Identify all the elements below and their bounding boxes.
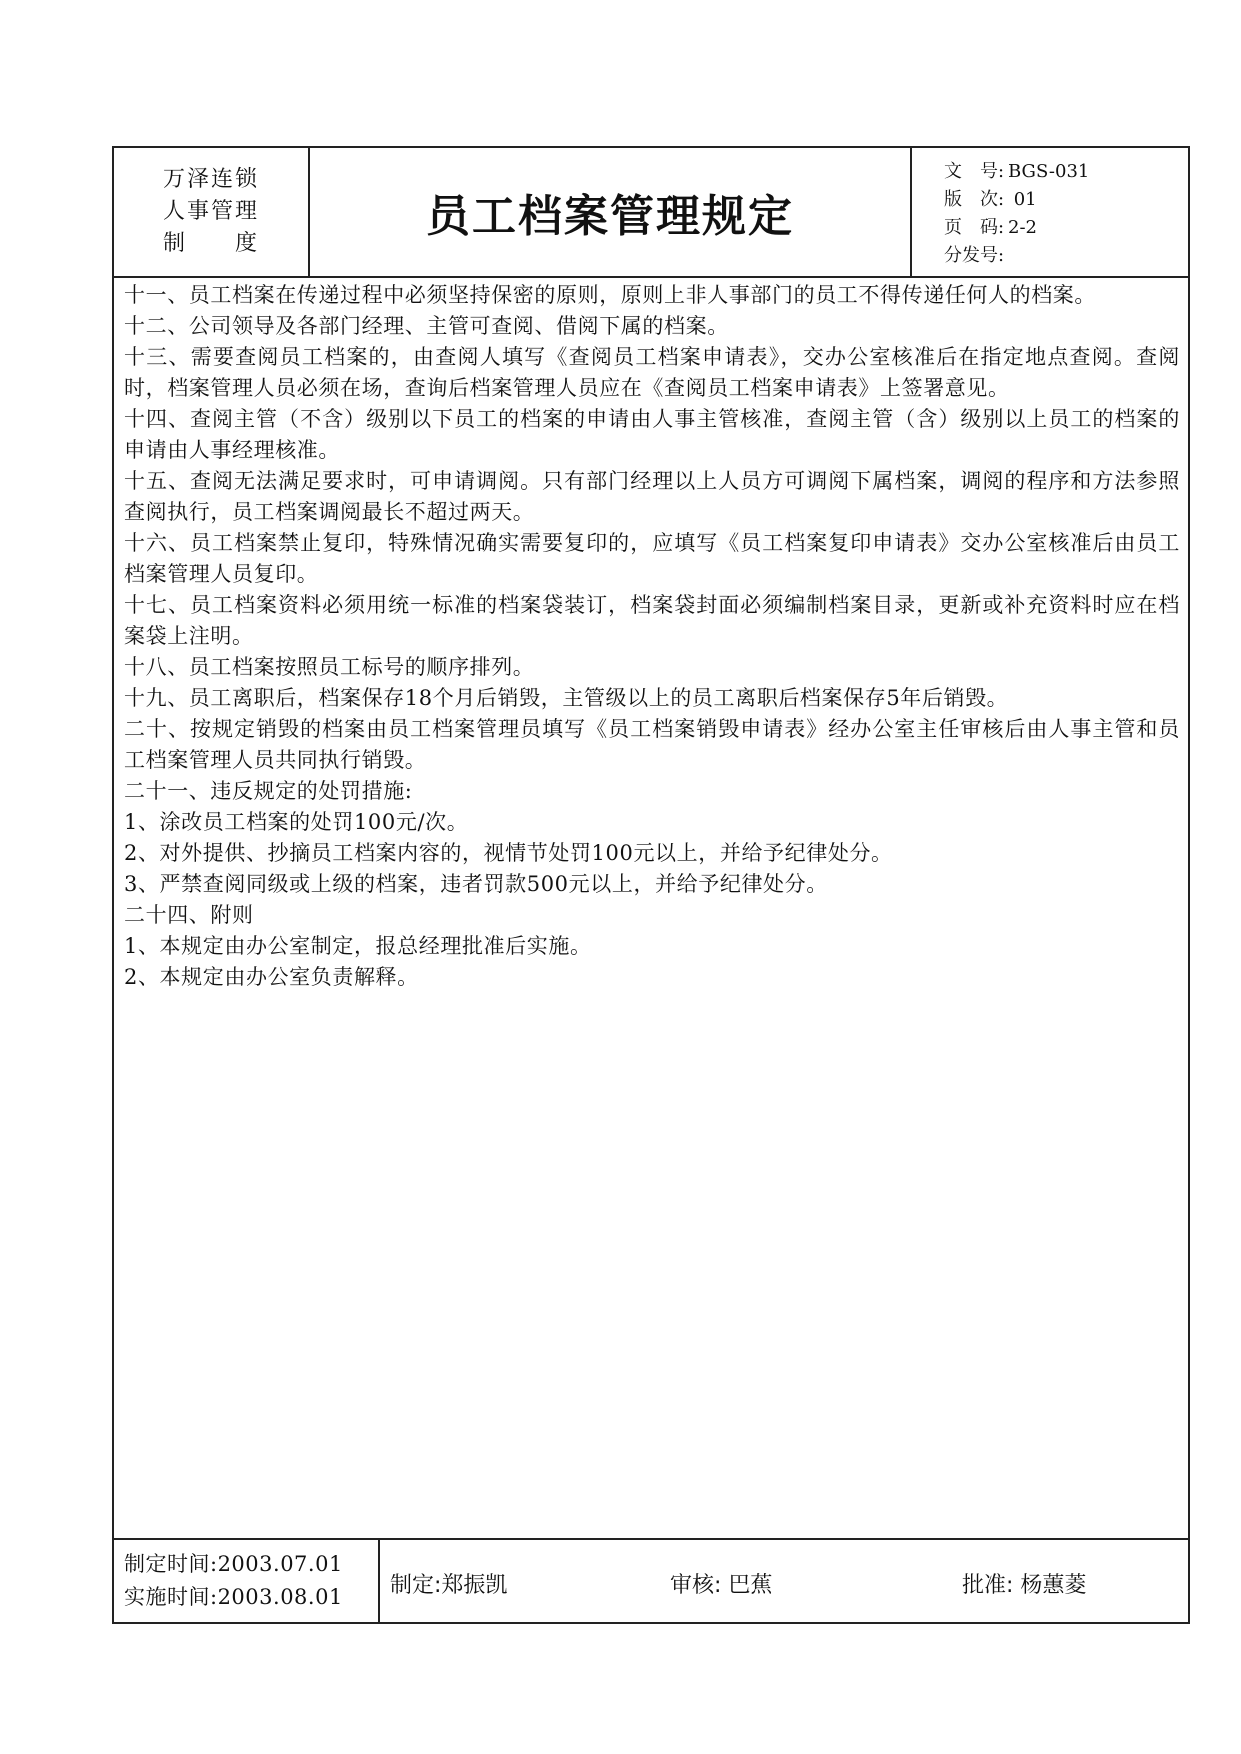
meta-value: 01 bbox=[1008, 189, 1037, 210]
clause-paragraph: 十一、员工档案在传递过程中必须坚持保密的原则，原则上非人事部门的员工不得传递任何人的档案。 bbox=[124, 283, 1096, 307]
clause-paragraph: 二十一、违反规定的处罚措施: bbox=[124, 779, 413, 803]
meta-doc-number bbox=[944, 158, 1188, 186]
penalty-item: 3、严禁查阅同级或上级的档案，违者罚款500元以上，并给予纪律处分。 bbox=[124, 872, 828, 896]
meta-label: 分发号: bbox=[944, 245, 1005, 266]
appendix-item: 2、本规定由办公室负责解释。 bbox=[124, 965, 419, 989]
org-line: 制 度 bbox=[162, 231, 259, 256]
meta-page bbox=[944, 214, 1188, 242]
clause-paragraph: 二十四、附则 bbox=[124, 903, 254, 927]
title-block bbox=[310, 148, 912, 276]
clause-paragraph: 十六、员工档案禁止复印，特殊情况确实需要复印的，应填写《员工档案复印申请表》交办公室核准后由员工档案管理人员复印。 bbox=[124, 531, 1180, 586]
signature-block bbox=[382, 1540, 1188, 1624]
drafted-by: 制定:郑振凯 bbox=[390, 1573, 508, 1598]
clause-paragraph: 十五、查阅无法满足要求时，可申请调阅。只有部门经理以上人员方可调阅下属档案，调阅的程序和方法参照查阅执行，员工档案调阅最长不超过两天。 bbox=[124, 469, 1180, 524]
approved-by: 批准: 杨蕙菱 bbox=[962, 1573, 1087, 1598]
meta-label: 页 码: bbox=[944, 217, 1005, 238]
document-title: 员工档案管理规定 bbox=[426, 191, 794, 242]
document-sheet bbox=[112, 146, 1190, 1624]
meta-label: 文 号: bbox=[944, 161, 1005, 182]
meta-value: 2-2 bbox=[1008, 217, 1037, 238]
meta-edition bbox=[944, 186, 1188, 214]
appendix-item: 1、本规定由办公室制定，报总经理批准后实施。 bbox=[124, 934, 592, 958]
org-block bbox=[114, 148, 310, 276]
clause-paragraph: 十三、需要查阅员工档案的，由查阅人填写《查阅员工档案申请表》，交办公室核准后在指定地点查阅。查阅时，档案管理人员必须在场，查询后档案管理人员应在《查阅员工档案申请表》上签署意见。 bbox=[124, 345, 1180, 400]
meta-value: BGS-031 bbox=[1008, 161, 1090, 182]
clause-paragraph: 十九、员工离职后，档案保存18个月后销毁，主管级以上的员工离职后档案保存5年后销毁。 bbox=[124, 686, 1009, 710]
reviewed-by: 审核: 巴蕉 bbox=[670, 1573, 773, 1598]
made-time: 制定时间:2003.07.01 bbox=[124, 1552, 343, 1576]
clause-paragraph: 二十、按规定销毁的档案由员工档案管理员填写《员工档案销毁申请表》经办公室主任审核后由人事主管和员工档案管理人员共同执行销毁。 bbox=[124, 717, 1180, 772]
document-header bbox=[114, 148, 1188, 278]
penalty-item: 1、涂改员工档案的处罚100元/次。 bbox=[124, 810, 469, 834]
penalty-item: 2、对外提供、抄摘员工档案内容的，视情节处罚100元以上，并给予纪律处分。 bbox=[124, 841, 893, 865]
clause-paragraph: 十七、员工档案资料必须用统一标准的档案袋装订，档案袋封面必须编制档案目录，更新或补充资料时应在档案袋上注明。 bbox=[124, 593, 1180, 648]
clause-paragraph: 十四、查阅主管（不含）级别以下员工的档案的申请由人事主管核准，查阅主管（含）级别以上员工的档案的申请由人事经理核准。 bbox=[124, 407, 1180, 462]
document-footer bbox=[114, 1538, 1188, 1624]
meta-label: 版 次: bbox=[944, 189, 1005, 210]
effective-time: 实施时间:2003.08.01 bbox=[124, 1585, 343, 1609]
document-meta bbox=[912, 148, 1188, 276]
clause-paragraph: 十二、公司领导及各部门经理、主管可查阅、借阅下属的档案。 bbox=[124, 314, 729, 338]
meta-distribution-number bbox=[944, 242, 1188, 270]
document-body bbox=[124, 280, 1180, 993]
org-line: 万泽连锁 bbox=[162, 167, 259, 192]
org-line: 人事管理 bbox=[162, 199, 259, 224]
date-block bbox=[114, 1540, 380, 1624]
clause-paragraph: 十八、员工档案按照员工标号的顺序排列。 bbox=[124, 655, 535, 679]
